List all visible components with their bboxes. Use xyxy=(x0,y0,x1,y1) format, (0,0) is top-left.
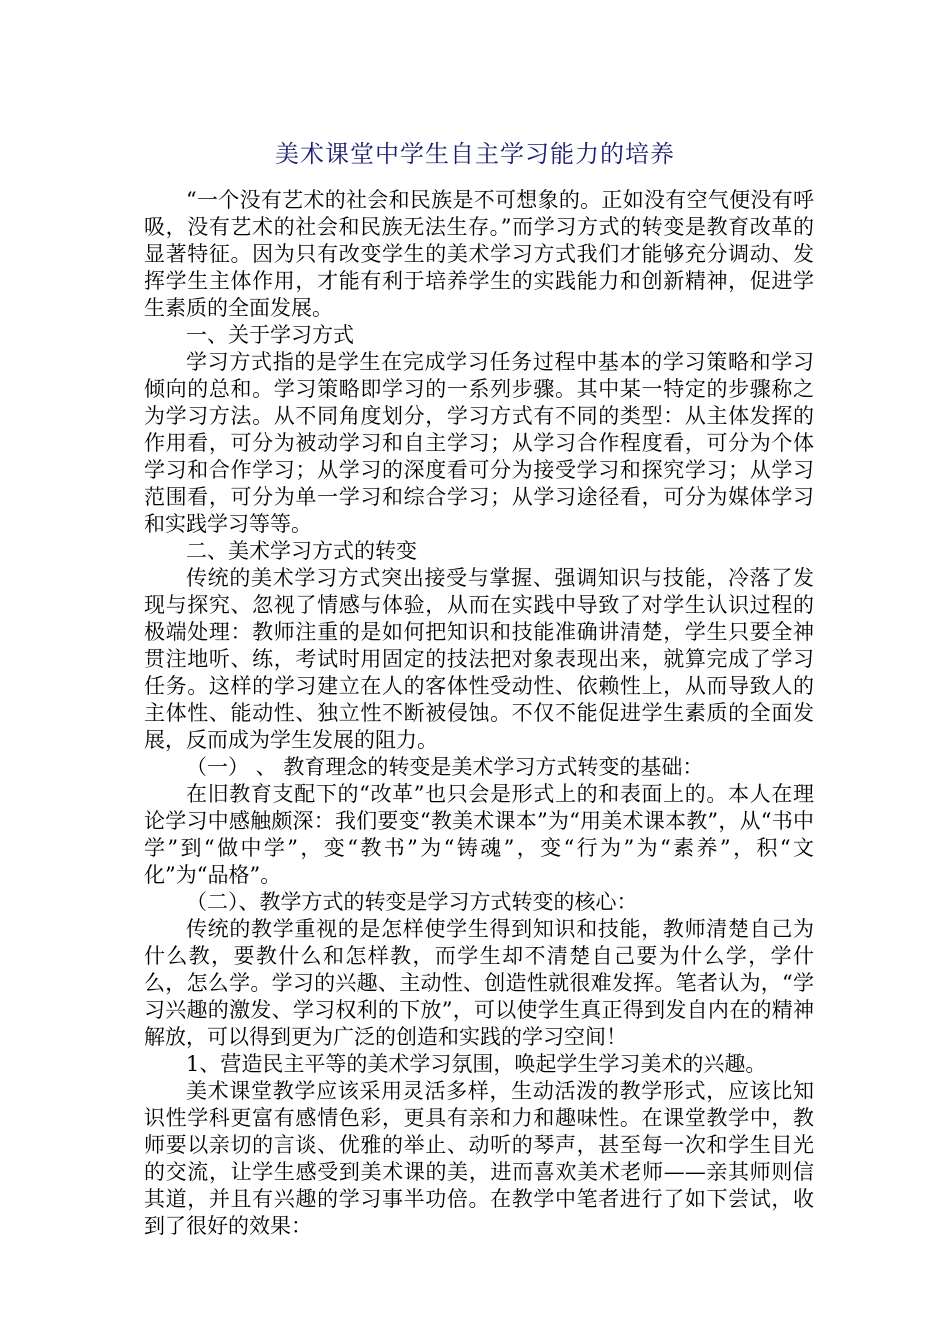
paragraph-education-reform: 在旧教育支配下的“改革”也只会是形式上的和表面上的。本人在理论学习中感触颇深：我们要变“教美术课本”为“用美术课本教”，从“书中学”到“做中学”，变“教书”为“铸魂”，变“行为”为“素养”，积“文化”为“品格”。 xyxy=(144,782,814,887)
section-heading-1: 一、关于学习方式 xyxy=(186,323,354,347)
paragraph-learning-method: 学习方式指的是学生在完成学习任务过程中基本的学习策略和学习倾向的总和。学习策略即学习的一系列步骤。其中某一特定的步骤称之为学习方法。从不同角度划分，学习方式有不同的类型：从主体发挥的作用看，可分为被动学习和自主学习；从学习合作程度看，可分为个体学习和合作学习；从学习的深度看可分为接受学习和探究学习；从学习范围看，可分为单一学习和综合学习；从学习途径看，可分为媒体学习和实践学习等等。 xyxy=(144,350,814,536)
section-heading-2: 二、美术学习方式的转变 xyxy=(186,539,417,563)
paragraph-traditional-learning: 传统的美术学习方式突出接受与掌握、强调知识与技能，冷落了发现与探究、忽视了情感与体验，从而在实践中导致了对学生认识过程的极端处理：教师注重的是如何把知识和技能准确讲清楚，学生只要全神贯注地听、练，考试时用固定的技法把对象表现出来，就算完成了学习任务。这样的学习建立在人的客体性受动性、依赖性上，从而导致人的主体性、能动性、独立性不断被侵蚀。不仅不能促进学生素质的全面发展，反而成为学生发展的阻力。 xyxy=(144,566,814,752)
item-heading-1: 1、营造民主平等的美术学习氛围，唤起学生学习美术的兴趣。 xyxy=(186,1052,767,1076)
paragraph-teaching-method: 传统的教学重视的是怎样使学生得到知识和技能，教师清楚自己为什么教，要教什么和怎样教，而学生却不清楚自己要为什么学，学什么，怎么学。学习的兴趣、主动性、创造性就很难发挥。笔者认为，“学习兴趣的激发、学习权利的下放”，可以使学生真正得到发自内在的精神解放，可以得到更为广泛的创造和实践的学习空间！ xyxy=(144,917,814,1049)
document-body xyxy=(144,187,814,1240)
subsection-heading-1: （一） 、 教育理念的转变是美术学习方式转变的基础： xyxy=(186,755,704,779)
document-title: 美术课堂中学生自主学习能力的培养 xyxy=(275,140,675,168)
subsection-heading-2: （二）、教学方式的转变是学习方式转变的核心： xyxy=(186,890,638,914)
paragraph-intro: “一个没有艺术的社会和民族是不可想象的。正如没有空气便没有呼吸，没有艺术的社会和民族无法生存。”而学习方式的转变是教育改革的显著特征。因为只有改变学生的美术学习方式我们才能够充分调动、发挥学生主体作用，才能有利于培养学生的实践能力和创新精神，促进学生素质的全面发展。 xyxy=(144,188,814,320)
paragraph-classroom-teaching: 美术课堂教学应该采用灵活多样，生动活泼的教学形式，应该比知识性学科更富有感情色彩，更具有亲和力和趣味性。在课堂教学中，教师要以亲切的言谈、优雅的举止、动听的琴声，甚至每一次和学生目光的交流，让学生感受到美术课的美，进而喜欢美术老师——亲其师则信其道，并且有兴趣的学习事半功倍。在教学中笔者进行了如下尝试，收到了很好的效果： xyxy=(144,1079,814,1238)
